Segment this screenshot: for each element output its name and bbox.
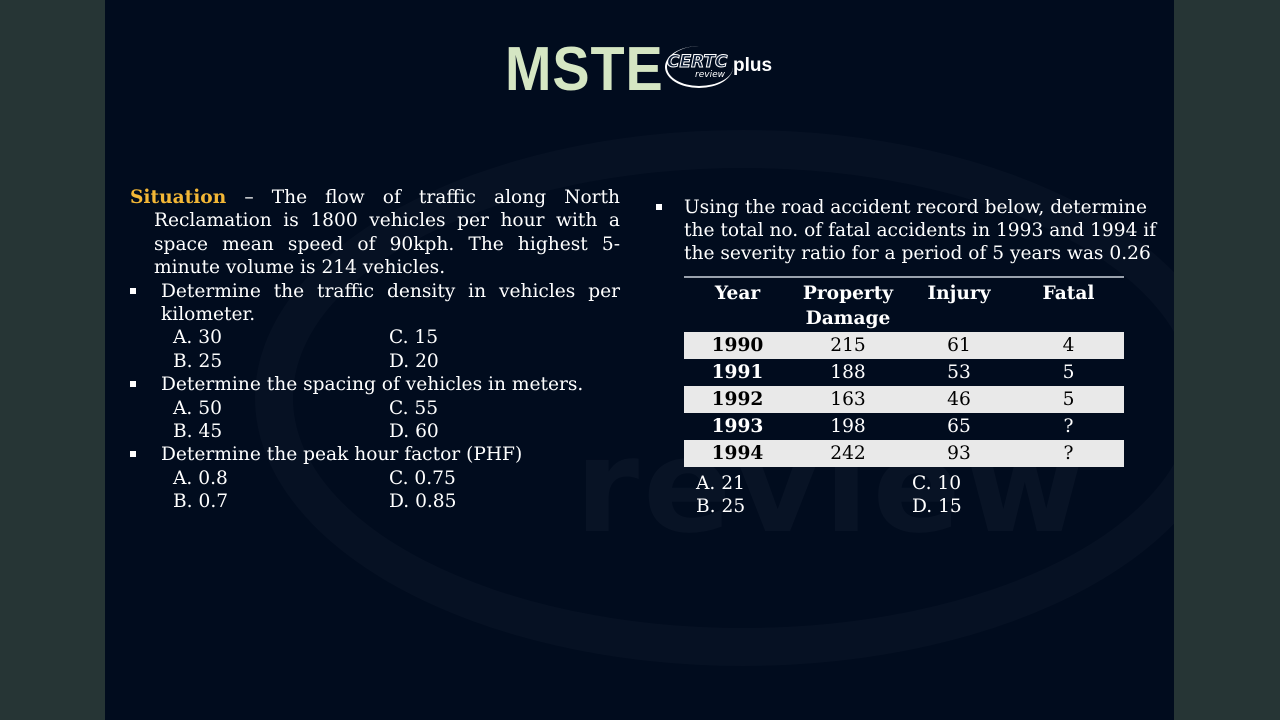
choice-a: A. 50 (173, 397, 222, 419)
header-year: Year (714, 283, 761, 304)
accident-choices (696, 472, 1128, 518)
question-text: Determine the peak hour factor (PHF) (161, 444, 523, 466)
choice-d: D. 15 (912, 496, 962, 517)
header-injury: Injury (927, 283, 991, 304)
bullet-icon (656, 204, 662, 210)
choices-2 (130, 397, 620, 444)
choices-3 (130, 467, 620, 514)
accident-table (684, 276, 1124, 467)
question-2 (130, 373, 620, 396)
cell-fatal: 4 (1062, 335, 1075, 356)
cell-property-damage: 188 (830, 362, 866, 383)
cell-year: 1991 (711, 362, 764, 383)
choice-a: A. 30 (173, 327, 222, 349)
choice-a: A. 0.8 (173, 467, 228, 489)
cell-property-damage: 215 (830, 335, 866, 356)
choice-b: B. 25 (696, 496, 746, 517)
logo-plus: plus (733, 55, 773, 76)
logo-word: CERTC (667, 52, 728, 72)
choice-d: D. 20 (389, 350, 439, 372)
right-column (684, 196, 1164, 265)
question-1 (130, 280, 620, 327)
situation-text: – The flow of traffic along North Reclamation is 1800 vehicles per hour with a space mean speed of 90kph. The highest 5-minute volume is 214 vehicles. (154, 187, 620, 279)
cell-year: 1994 (711, 443, 764, 464)
situation-label: Situation (130, 187, 227, 208)
cell-property-damage: 163 (830, 389, 866, 410)
cell-fatal: ? (1063, 443, 1074, 464)
cell-injury: 61 (947, 335, 971, 356)
choice-c: C. 10 (912, 473, 962, 494)
certc-logo (665, 46, 775, 92)
bullet-icon (130, 288, 136, 294)
cell-injury: 65 (947, 416, 971, 437)
bullet-icon (130, 451, 136, 457)
cell-injury: 46 (947, 389, 971, 410)
cell-year: 1992 (711, 389, 764, 410)
situation-paragraph (130, 186, 620, 280)
question-text: Using the road accident record below, determine the total no. of fatal accidents in 1993 and 1994 if the severity ratio for a period of 5 years was 0.26 (684, 197, 1157, 264)
bullet-icon (130, 381, 136, 387)
cell-property-damage: 198 (830, 416, 866, 437)
table-row (684, 386, 1124, 413)
cell-property-damage: 242 (830, 443, 866, 464)
choice-b: B. 25 (173, 350, 223, 372)
choice-c: C. 55 (389, 397, 439, 419)
table-row (684, 332, 1124, 359)
choice-d: D. 0.85 (389, 491, 457, 513)
choice-b: B. 0.7 (173, 491, 229, 513)
logo-review: review (695, 70, 725, 80)
cell-injury: 53 (947, 362, 971, 383)
slide-title: MSTE (505, 35, 664, 104)
choice-c: C. 0.75 (389, 467, 456, 489)
slide (105, 0, 1174, 720)
choice-a: A. 21 (696, 473, 745, 494)
cell-year: 1993 (711, 416, 764, 437)
question-3 (130, 443, 620, 466)
cell-year: 1990 (711, 335, 764, 356)
choice-b: B. 45 (173, 421, 223, 443)
question-text: Determine the spacing of vehicles in meters. (161, 374, 584, 396)
table-row (684, 359, 1124, 386)
cell-injury: 93 (947, 443, 971, 464)
cell-fatal: 5 (1062, 389, 1075, 410)
choice-d: D. 60 (389, 421, 439, 443)
header-property-damage: Property Damage (802, 283, 894, 329)
accident-question (684, 196, 1164, 265)
cell-fatal: 5 (1062, 362, 1075, 383)
table-row (684, 440, 1124, 467)
cell-fatal: ? (1063, 416, 1074, 437)
table-header (684, 278, 1124, 332)
choice-c: C. 15 (389, 327, 439, 349)
question-text: Determine the traffic density in vehicles per kilometer. (161, 280, 620, 326)
table-row (684, 413, 1124, 440)
choices-1 (130, 326, 620, 373)
left-column (130, 186, 620, 514)
header-fatal: Fatal (1042, 283, 1095, 304)
